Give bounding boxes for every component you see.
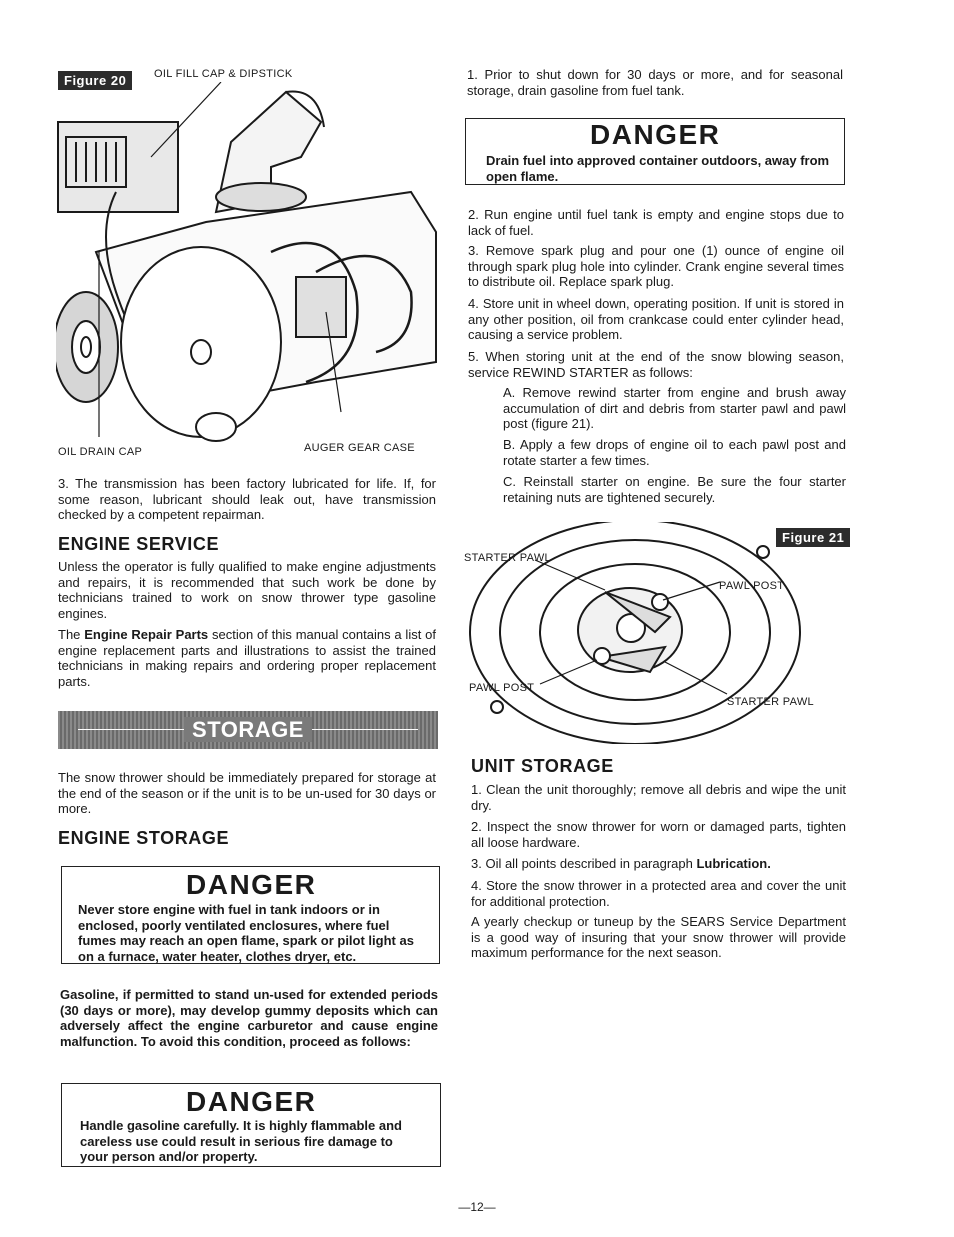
- label-starter-pawl-bottom: STARTER PAWL: [727, 696, 814, 708]
- engine-storage-heading: ENGINE STORAGE: [58, 828, 230, 848]
- unit-storage-4: 4. Store the snow thrower in a protected area and cover the unit for additional protection.: [471, 878, 846, 909]
- step-c: C. Reinstall starter on engine. Be sure the four starter retaining nuts are tightened securely.: [503, 474, 846, 505]
- yearly-checkup: A yearly checkup or tuneup by the SEARS Service Department is a good way of insuring that your snow thrower will provide maximum performance for the next season.: [471, 914, 846, 961]
- engine-service-paragraph-1: Unless the operator is fully qualified to make engine adjustments and repairs, it is recommended that such work be done by technicians trained to work on snow thrower type gasoline engines.: [58, 559, 436, 621]
- figure-21-badge: Figure 21: [776, 528, 850, 547]
- storage-banner: [58, 711, 438, 749]
- step-b: B. Apply a few drops of engine oil to each pawl post and rotate starter a few times.: [503, 437, 846, 468]
- danger-box-engine-storage: [61, 866, 440, 964]
- unit-storage-2: 2. Inspect the snow thrower for worn or damaged parts, tighten all loose hardware.: [471, 819, 846, 850]
- danger-text: Handle gasoline carefully. It is highly flammable and careless use could result in serious fire damage to your person and/or property.: [80, 1118, 402, 1165]
- danger-box-handle-gasoline: [61, 1083, 441, 1167]
- danger-text: Never store engine with fuel in tank indoors or in enclosed, poorly ventilated enclosures, where fuel fumes may reach an open flame, spark or pilot light as on a furnace, water heater, clothes dryer, etc.: [78, 902, 414, 964]
- transmission-paragraph: 3. The transmission has been factory lubricated for life. If, for some reason, lubricant should leak out, have transmission checked by a competent repairman.: [58, 476, 436, 523]
- label-pawl-post-bottom: PAWL POST: [469, 682, 535, 694]
- unit-storage-heading: UNIT STORAGE: [471, 756, 614, 776]
- step-4: 4. Store unit in wheel down, operating position. If unit is stored in any other position, oil from crankcase could enter cylinder head, causing a service problem.: [468, 296, 844, 343]
- gasoline-paragraph: Gasoline, if permitted to stand un-used for extended periods (30 days or more), may develop gummy deposits which can adversely affect the engine carburetor and cause engine malfunction. To avoid this condition, proceed as follows:: [60, 987, 438, 1049]
- step-5: 5. When storing unit at the end of the snow blowing season, service REWIND STARTER as follows:: [468, 349, 844, 380]
- danger-title: DANGER: [186, 1086, 317, 1117]
- engine-service-paragraph-2: The Engine Repair Parts section of this manual contains a list of engine replacement parts and illustrations to assist the trained technicians in making repairs and ordering proper replacement parts.: [58, 627, 436, 689]
- danger-title: DANGER: [590, 119, 721, 150]
- label-oil-drain-cap: OIL DRAIN CAP: [58, 446, 143, 458]
- danger-box-drain-fuel: [465, 118, 845, 185]
- storage-intro: The snow thrower should be immediately prepared for storage at the end of the season or if the unit is to be un-used for 30 days or more.: [58, 770, 436, 817]
- label-oil-fill-cap: OIL FILL CAP & DIPSTICK: [154, 68, 293, 80]
- label-starter-pawl-top: STARTER PAWL: [464, 552, 551, 564]
- page-number: —12—: [458, 1200, 496, 1214]
- storage-banner-title: STORAGE: [184, 717, 312, 742]
- step-a: A. Remove rewind starter from engine and brush away accumulation of dirt and debris from starter pawl and pawl post (figure 21).: [503, 385, 846, 432]
- step-3: 3. Remove spark plug and pour one (1) ounce of engine oil through spark plug hole into cylinder. Crank engine several times to distribute oil. Replace spark plug.: [468, 243, 844, 290]
- step-1: 1. Prior to shut down for 30 days or more, and for seasonal storage, drain gasoline from fuel tank.: [467, 67, 843, 98]
- snow-thrower-illustration: [56, 82, 440, 442]
- danger-title: DANGER: [186, 869, 317, 900]
- unit-storage-3: 3. Oil all points described in paragraph Lubrication.: [471, 856, 771, 871]
- engine-service-heading: ENGINE SERVICE: [58, 534, 220, 554]
- danger-text: Drain fuel into approved container outdoors, away from open flame.: [486, 153, 830, 184]
- unit-storage-1: 1. Clean the unit thoroughly; remove all debris and wipe the unit dry.: [471, 782, 846, 813]
- step-2: 2. Run engine until fuel tank is empty and engine stops due to lack of fuel.: [468, 207, 844, 238]
- label-pawl-post-top: PAWL POST: [719, 580, 785, 592]
- figure-20-badge: Figure 20: [58, 71, 132, 90]
- label-auger-gear-case: AUGER GEAR CASE: [304, 442, 415, 454]
